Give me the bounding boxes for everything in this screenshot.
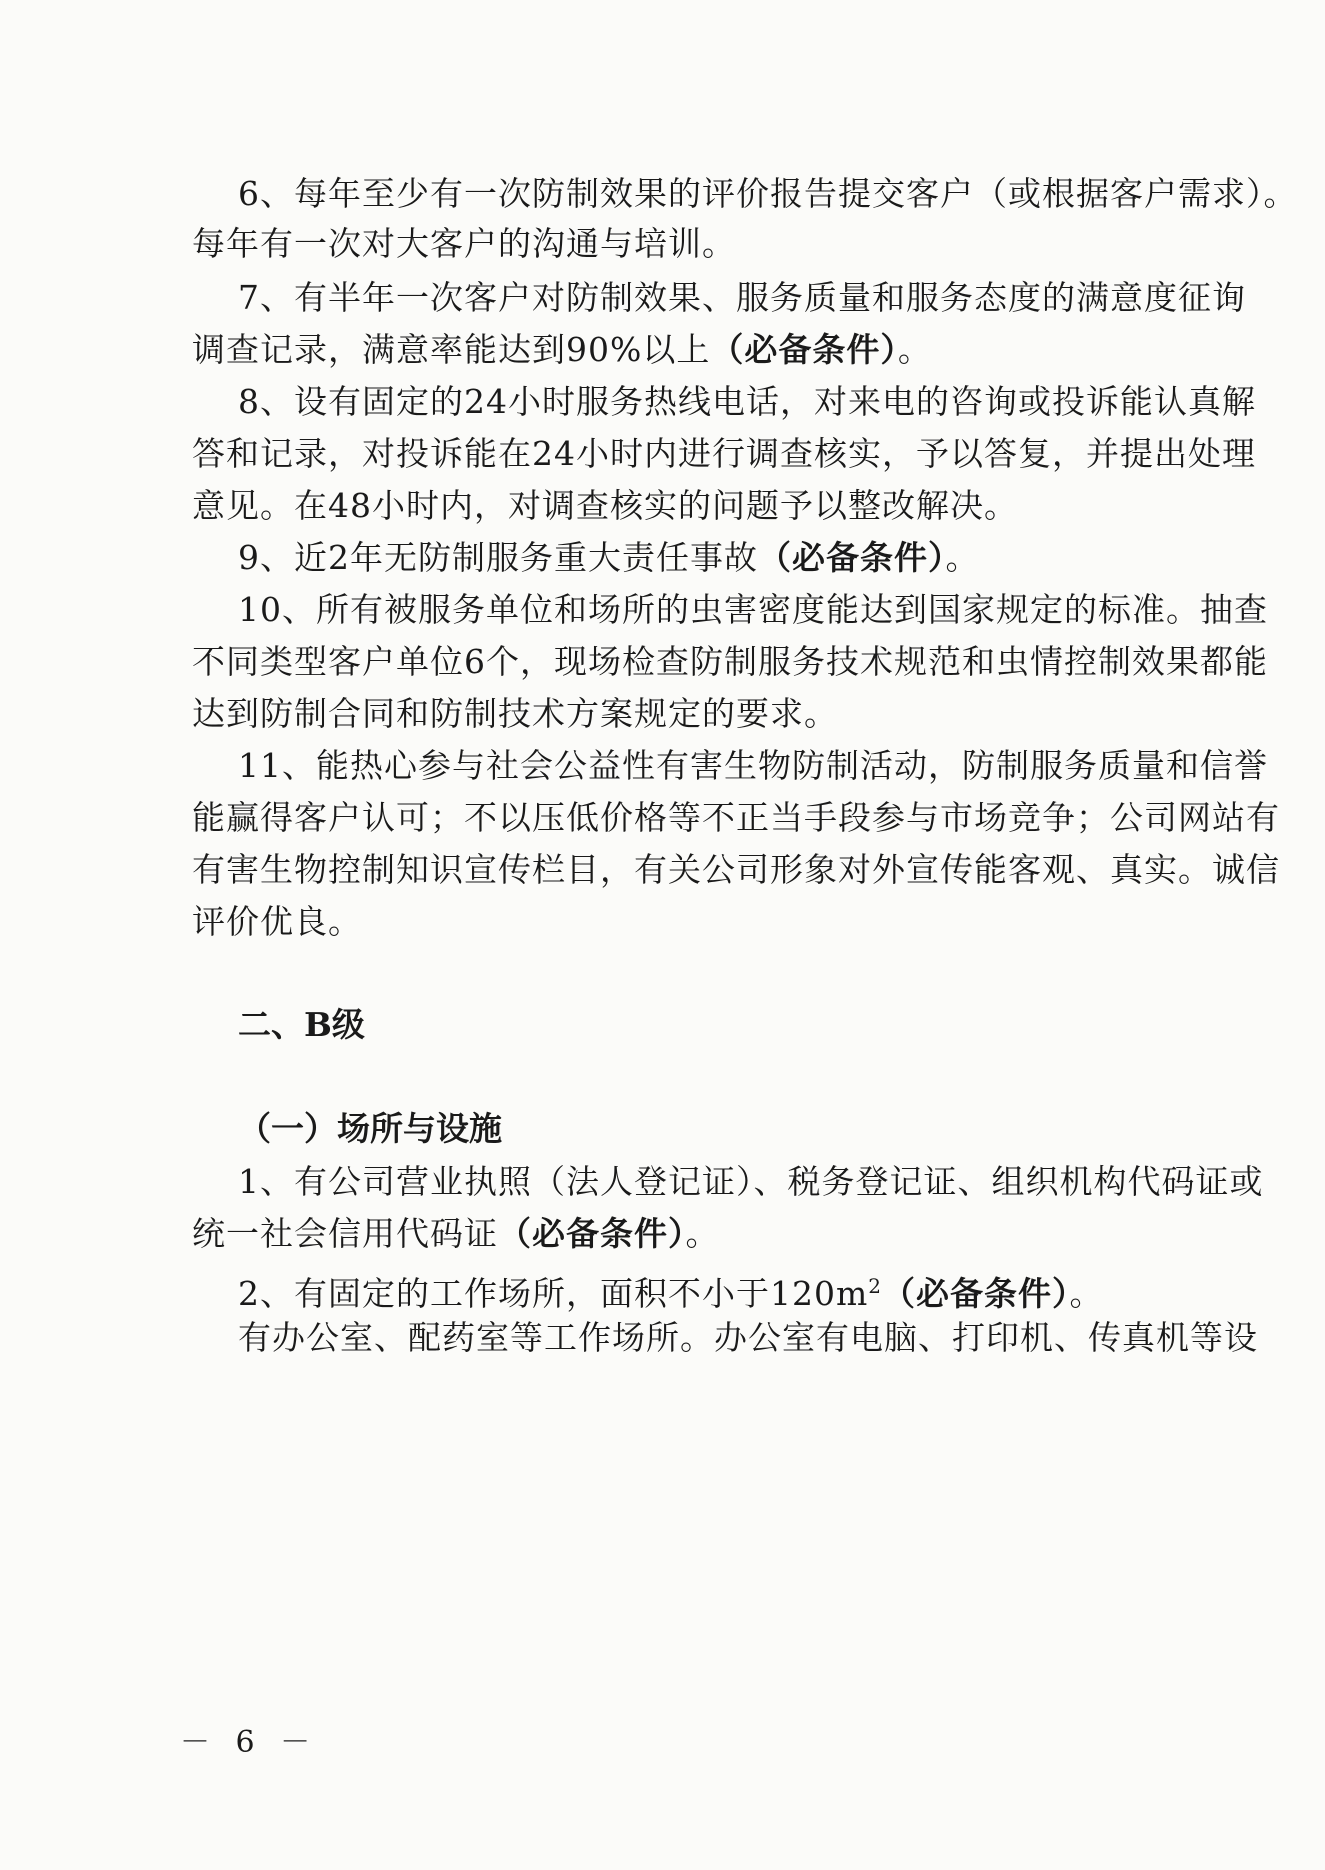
- item-10-line-2: 不同类型客户单位6个，现场检查防制服务技术规范和虫情控制效果都能: [192, 642, 1268, 681]
- required-condition-label: （必备条件）: [882, 1274, 1070, 1313]
- item-8-line-1: 8、设有固定的24小时服务热线电话，对来电的咨询或投诉能认真解: [238, 382, 1256, 421]
- section-b-heading: 二、B级: [238, 1005, 365, 1044]
- item-8-line-3: 意见。在48小时内，对调查核实的问题予以整改解决。: [192, 486, 1018, 525]
- required-condition-label: （必备条件）: [498, 1214, 686, 1253]
- item-10-line-3: 达到防制合同和防制技术方案规定的要求。: [192, 694, 838, 733]
- item-6-line-1: 6、每年至少有一次防制效果的评价报告提交客户（或根据客户需求）。: [238, 174, 1298, 213]
- b-item-2-line-2: 有办公室、配药室等工作场所。办公室有电脑、打印机、传真机等设: [238, 1318, 1258, 1357]
- item-11-line-4: 评价优良。: [192, 902, 362, 941]
- item-6-line-2: 每年有一次对大客户的沟通与培训。: [192, 224, 736, 263]
- item-7-line-2: 调查记录，满意率能达到90%以上（必备条件）。: [192, 330, 932, 369]
- b-item-1-line-2: 统一社会信用代码证（必备条件）。: [192, 1214, 720, 1253]
- b-item-1-line-1: 1、有公司营业执照（法人登记证）、税务登记证、组织机构代码证或: [238, 1162, 1264, 1201]
- subsection-premises-heading: （一）场所与设施: [238, 1109, 502, 1148]
- item-7-line-1: 7、有半年一次客户对防制效果、服务质量和服务态度的满意度征询: [238, 278, 1246, 317]
- required-condition-label: （必备条件）: [758, 538, 946, 577]
- item-9-line-1: 9、近2年无防制服务重大责任事故（必备条件）。: [238, 538, 980, 577]
- required-condition-label: （必备条件）: [710, 330, 898, 369]
- page-number: － 6 －: [180, 1725, 319, 1760]
- item-8-line-2: 答和记录，对投诉能在24小时内进行调查核实，予以答复，并提出处理: [192, 434, 1256, 473]
- b-item-2-line-1: 2、有固定的工作场所，面积不小于$120m^2$（必备条件）。: [238, 1274, 1104, 1313]
- item-10-line-1: 10、所有被服务单位和场所的虫害密度能达到国家规定的标准。抽查: [238, 590, 1268, 629]
- item-11-line-3: 有害生物控制知识宣传栏目，有关公司形象对外宣传能客观、真实。诚信: [192, 850, 1280, 889]
- superscript-square: 2: [868, 1274, 883, 1298]
- item-11-line-1: 11、能热心参与社会公益性有害生物防制活动，防制服务质量和信誉: [238, 746, 1268, 785]
- item-11-line-2: 能赢得客户认可；不以压低价格等不正当手段参与市场竞争；公司网站有: [192, 798, 1280, 837]
